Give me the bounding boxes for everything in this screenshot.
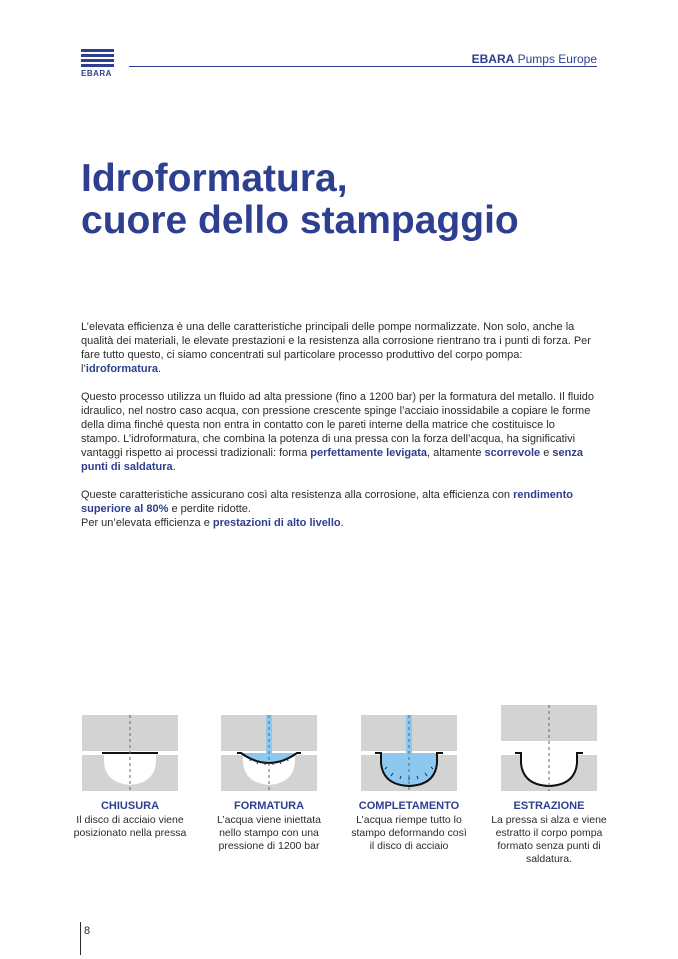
estrazione-diagram bbox=[501, 705, 597, 791]
step-estrazione bbox=[489, 705, 609, 866]
paragraph-2: Questo processo utilizza un fluido ad alta pressione (fino a 1200 bar) per la formatura del metallo. Il fluido idraulico, nel nostro caso acqua, con pressione crescente spinge l’acciaio inossidabile a copiare le forme della dima finché questa non entra in contatto con le pareti interne della matrice che costituisce lo stampo. L’idroformatura, che combina la potenza di una pressa con la forza dell’acqua, ha significativi vantaggi rispetto ai processi tradizionali: forma perfettamente levigata, altamente scorrevole e senza punti di saldatura. bbox=[81, 391, 595, 473]
step-chiusura bbox=[70, 705, 190, 840]
step-desc: L’acqua riempe tutto lo stampo deformando così il disco di acciaio bbox=[351, 814, 467, 852]
header-rule bbox=[129, 66, 597, 67]
title-line-1: Idroformatura, bbox=[81, 157, 348, 200]
process-steps bbox=[70, 705, 610, 905]
paragraph-3: Queste caratteristiche assicurano così alta resistenza alla corrosione, alta efficienza con rendimento superiore al 80% e perdite ridotte. Per un’elevata efficienza e prestazioni di alto livello. bbox=[81, 489, 573, 529]
logo-text: EBARA bbox=[81, 69, 112, 78]
title-line-2: cuore dello stampaggio bbox=[81, 199, 519, 242]
page-number: 8 bbox=[84, 925, 91, 937]
completamento-diagram bbox=[361, 705, 457, 791]
header-brand: EBARA Pumps Europe bbox=[471, 52, 597, 66]
step-desc: Il disco di acciaio viene posizionato nella pressa bbox=[73, 814, 187, 839]
ebara-logo bbox=[81, 49, 114, 78]
step-title: COMPLETAMENTO bbox=[358, 800, 460, 812]
step-completamento bbox=[349, 705, 469, 853]
step-desc: L’acqua viene iniettata nello stampo con una pressione di 1200 bar bbox=[217, 814, 321, 852]
chiusura-diagram bbox=[82, 705, 178, 791]
step-title: ESTRAZIONE bbox=[513, 800, 585, 812]
page-title bbox=[81, 158, 519, 242]
page-number-rule bbox=[80, 922, 81, 955]
step-desc: La pressa si alza e viene estratto il corpo pompa formato senza punti di saldatura. bbox=[491, 814, 607, 865]
step-formatura bbox=[209, 705, 329, 853]
body-text bbox=[81, 320, 597, 544]
formatura-diagram bbox=[221, 705, 317, 791]
step-title: CHIUSURA bbox=[100, 800, 160, 812]
step-title: FORMATURA bbox=[233, 800, 305, 812]
paragraph-1: L’elevata efficienza è una delle caratteristiche principali delle pompe normalizzate. Non solo, anche la qualità dei materiali, le elevate prestazioni e la resistenza alla corrosione rientrano tra i punti di forza. Per fare tutto questo, ci siamo concentrati sul particolare processo produttivo del corpo pompa: l’idroformatura. bbox=[81, 321, 591, 375]
